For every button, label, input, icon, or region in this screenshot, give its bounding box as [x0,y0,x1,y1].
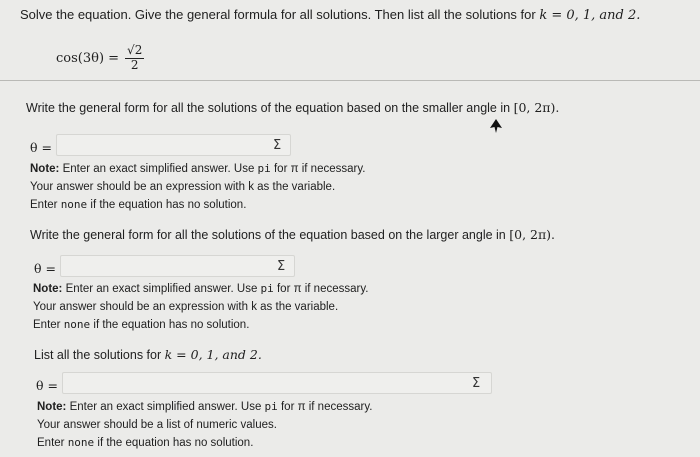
part2-note-line3-pre: Enter [33,319,64,331]
part1-note-none: none [60,198,88,211]
equation [56,44,144,73]
part3-note-none: none [67,436,95,449]
equation-lhs: cos(3θ) = [56,50,120,66]
part3-note-line2: Your answer should be a list of numeric values. [37,419,277,431]
part3-note-line3-pre: Enter [37,437,68,449]
equation-fraction [125,44,144,73]
part1-question-text: Write the general form for all the solutions of the equation based on the smaller angle in [26,101,514,115]
part3-note-pi: pi [264,400,278,413]
part1-note-line1-end: for π if necessary. [270,163,366,175]
part2-interval: [0, 2π). [509,227,556,242]
fraction-denominator: 2 [130,57,139,72]
part2-note-pi: pi [260,282,274,295]
part2-sigma-icon[interactable]: Σ [277,259,286,274]
part1-note-line3-post: if the equation has no solution. [87,199,247,211]
part1-note-line2: Your answer should be an expression with k as the variable. [30,181,336,193]
part2-note-bold: Note: [33,283,63,295]
part3-note-line1: Enter an exact simplified answer. Use [66,401,265,413]
part1-note-pi: pi [257,162,271,175]
part1-note-line1: Enter an exact simplified answer. Use [59,163,258,175]
part1-note-line3-pre: Enter [30,199,61,211]
part1-sigma-icon[interactable]: Σ [273,138,282,153]
divider [0,80,700,81]
question-prompt [20,7,640,23]
part1-note [30,160,365,214]
part2-question-text: Write the general form for all the solutions of the equation based on the larger angle in [30,228,510,242]
part2-note-line3-post: if the equation has no solution. [90,319,250,331]
part3-question [34,347,262,362]
part2-note-none: none [63,318,91,331]
part2-note-line1: Enter an exact simplified answer. Use [62,283,261,295]
part3-note-line3-post: if the equation has no solution. [94,437,254,449]
part2-answer-input[interactable] [60,255,295,277]
part3-sigma-icon[interactable]: Σ [472,376,481,391]
part1-question [26,100,559,115]
part3-note-bold: Note: [37,401,67,413]
part1-interval: [0, 2π). [513,100,560,115]
prompt-text: Solve the equation. Give the general formula for all solutions. Then list all the solutions for [20,7,540,22]
part2-note-line1-end: for π if necessary. [273,283,369,295]
part3-answer-input[interactable] [62,372,492,394]
part2-note [33,280,368,334]
part3-question-text: List all the solutions for [34,348,165,362]
mouse-cursor-icon [490,119,502,133]
part1-theta-label: θ = [30,140,52,155]
part3-theta-label: θ = [36,378,58,393]
part3-k-values: k = 0, 1, and 2. [164,347,262,362]
part1-note-bold: Note: [30,163,60,175]
part2-note-line2: Your answer should be an expression with k as the variable. [33,301,339,313]
part2-question [30,227,555,242]
part3-note [37,398,372,452]
fraction-numerator: √2 [127,43,143,57]
part3-note-line1-end: for π if necessary. [277,401,373,413]
prompt-k-values: k = 0, 1, and 2. [539,8,641,23]
part2-theta-label: θ = [34,261,56,276]
part1-answer-input[interactable] [56,134,291,156]
